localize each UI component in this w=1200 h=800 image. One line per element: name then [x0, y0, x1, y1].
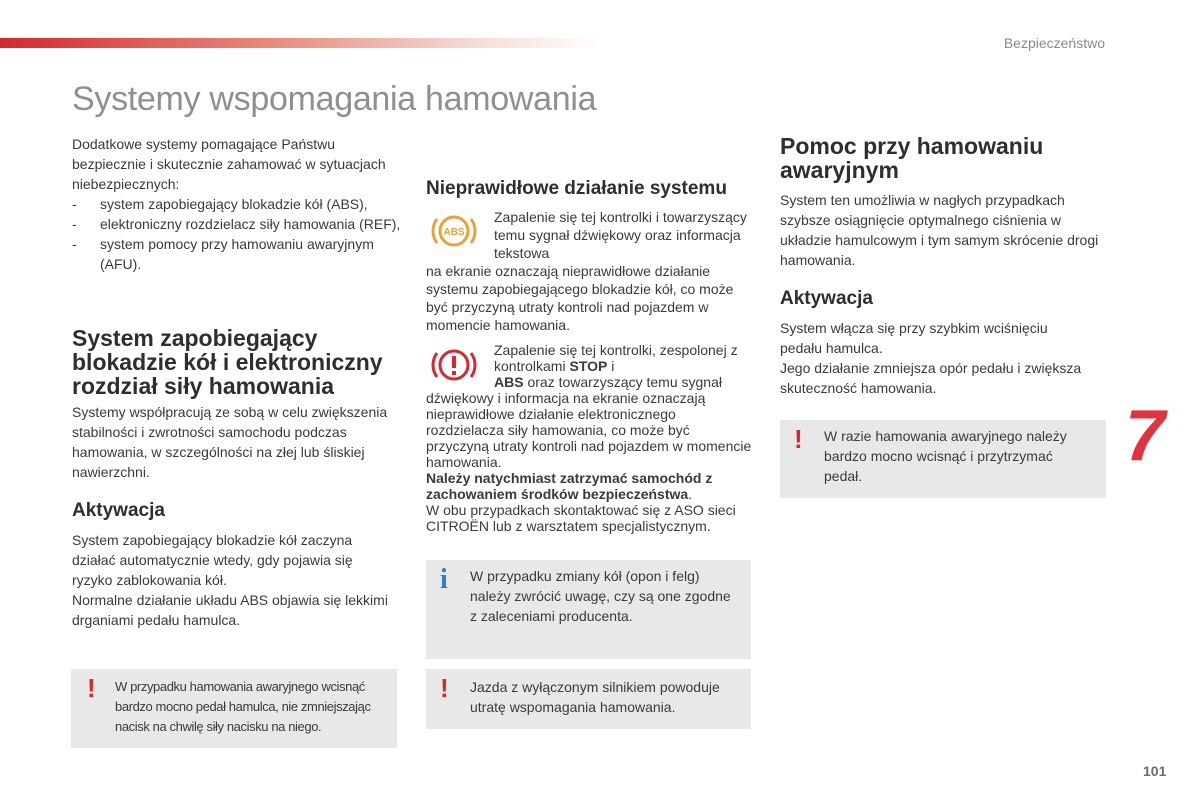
right-column: [780, 134, 1110, 398]
page-title: Systemy wspomagania hamowania: [72, 80, 597, 118]
abs-warning-block: [426, 208, 752, 334]
malfunction-heading: Nieprawidłowe działanie systemu: [426, 178, 727, 199]
header-accent-bar: [0, 38, 600, 48]
activation-body: System zapobiegający blokadzie kół zaczyna działać automatycznie wtedy, gdy pojawia się ryzyko zablokowania kół.: [72, 532, 353, 588]
stop-warning-block: [426, 342, 752, 534]
page-number: 101: [1143, 763, 1167, 779]
stop-word: STOP: [569, 358, 608, 374]
stop-contact-text: W obu przypadkach skontaktować się z ASO sieci CITROËN lub z warsztatem specjalistycznym.: [426, 502, 736, 534]
brake-warning-light-icon: [430, 344, 478, 386]
warning-text: Jazda z wyłączonym silnikiem powoduje utratę wspomagania hamowania.: [470, 679, 720, 715]
activation-body: System włącza się przy szybkim wciśnięciu pedału hamulca.: [780, 320, 1048, 356]
info-text: W przypadku zmiany kół (opon i felg) należy zwrócić uwagę, czy są one zgodne z zaleceniami producenta.: [470, 568, 731, 624]
abs-warning-text-a: Zapalenie się tej kontrolki i towarzyszący temu sygnał dźwiękowy oraz informacja tekstowa: [494, 209, 747, 261]
emergency-braking-heading: Pomoc przy hamowaniu awaryjnym: [780, 133, 1044, 183]
warning-text: W razie hamowania awaryjnego należy bardzo mocno wcisnąć i przytrzymać pedał.: [824, 428, 1067, 484]
warning-icon: !: [87, 673, 96, 703]
stop-instruction: Należy natychmiast zatrzymać samochód z zachowaniem środków bezpieczeństwa.: [426, 470, 713, 502]
activation-heading: Aktywacja: [72, 500, 165, 521]
abs-ref-heading: System zapobiegający blokadzie kół i elektroniczny rozdział siły hamowania: [72, 325, 383, 399]
warning-box: [71, 669, 397, 748]
chapter-number: 7: [1125, 396, 1166, 476]
activation-heading: Aktywacja: [780, 288, 873, 309]
middle-column: [426, 178, 752, 534]
info-box: [426, 560, 751, 659]
abs-warning-text-b: na ekranie oznaczają nieprawidłowe działanie systemu zapobiegającego blokadzie kół, co może być przyczyną utraty kontroli nad pojazdem w momencie hamowania.: [426, 263, 734, 333]
stop-warning-text-b: dźwiękowy i informacja na ekranie oznaczają nieprawidłowe działanie elektronicznego rozdzielacza siły hamowania, co może być przyczyną utraty kontroli nad pojazdem w momencie hamowania.: [426, 390, 752, 470]
list-item: - system zapobiegający blokadzie kół (ABS),: [72, 194, 402, 214]
abs-icon-label: ABS: [443, 227, 465, 238]
abs-ref-section: [72, 326, 392, 630]
systems-list: [72, 194, 402, 274]
intro-text: Dodatkowe systemy pomagające Państwu bezpiecznie i skutecznie zahamować w sytuacjach niebezpiecznych:: [72, 136, 386, 192]
warning-icon: !: [440, 673, 449, 703]
abs-warning-light-icon: [430, 210, 478, 252]
info-icon: i: [440, 564, 448, 595]
warning-icon: !: [794, 424, 803, 454]
abs-ref-body: Systemy współpracują ze sobą w celu zwiększenia stabilności i zwrotności samochodu podczas hamowania, w szczególności na złej lub śliskiej nawierzchni.: [72, 404, 388, 480]
abs-word: ABS: [494, 374, 524, 390]
emergency-braking-body: System ten umożliwia w nagłych przypadkach szybsze osiągnięcie optymalnego ciśnienia w układzie hamulcowym i tym samym skrócenie drogi hamowania.: [780, 192, 1099, 268]
list-item: - system pomocy przy hamowaniu awaryjnym (AFU).: [72, 234, 402, 274]
warning-box-right: [780, 420, 1106, 498]
warning-text: W przypadku hamowania awaryjnego wcisnąć bardzo mocno pedał hamulca, nie zmniejszając nacisk na chwilę siły nacisku na niego.: [115, 679, 371, 734]
section-label: Bezpieczeństwo: [1003, 35, 1105, 51]
left-column: [72, 134, 402, 274]
activation-body-abs: Normalne działanie układu ABS objawia się lekkimi drganiami pedału hamulca.: [72, 592, 388, 628]
stop-warning-text-a: Zapalenie się tej kontrolki, zespolonej z kontrolkami STOP i ABS oraz towarzyszący temu sygnał: [494, 342, 738, 390]
list-item: - elektroniczny rozdzielacz siły hamowania (REF),: [72, 214, 402, 234]
warning-box-engine: [426, 669, 751, 729]
activation-body-effect: Jego działanie zmniejsza opór pedału i zwiększa skuteczność hamowania.: [780, 360, 1082, 396]
